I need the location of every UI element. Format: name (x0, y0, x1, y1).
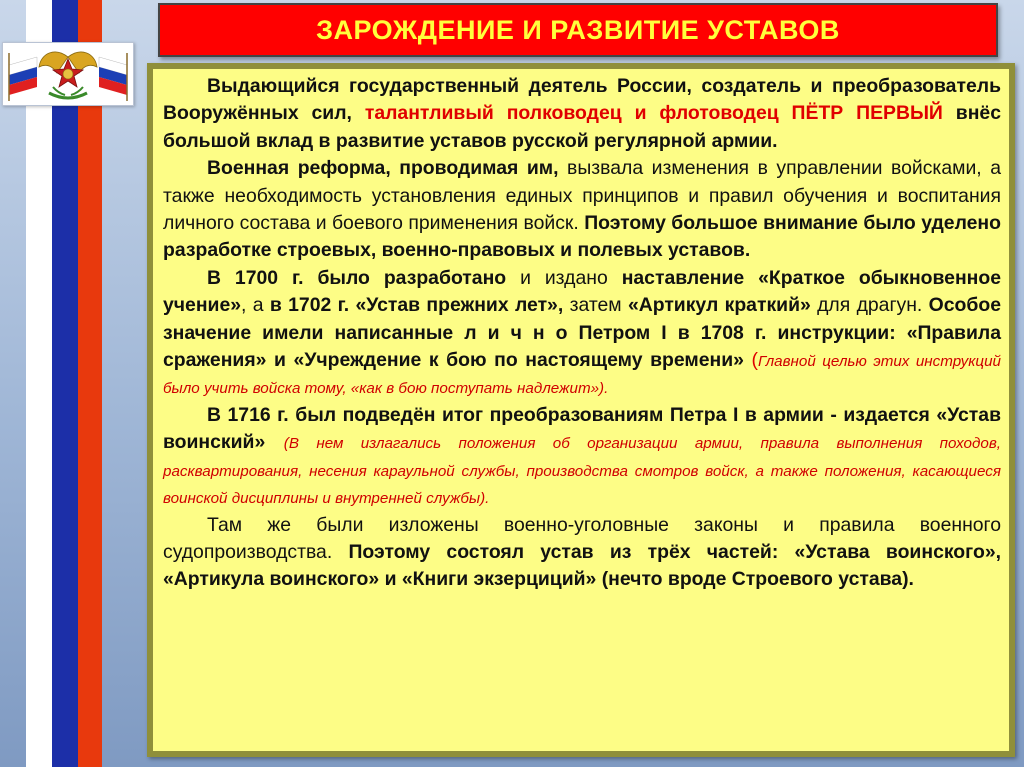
emblem-graphic (3, 43, 133, 105)
paragraph-3-part-j: ( (743, 349, 758, 372)
russian-armed-forces-emblem-icon (2, 42, 134, 106)
paragraph-5 (163, 512, 1001, 594)
paragraph-2-part-b: вызвала изменения в управлении войсками, а также необходимость установления единых принципов и правил обучения и воспитания личного состава и боевого применения войск. (163, 157, 1001, 235)
paragraph-2-part-c: Поэтому большое внимание было уделено разработке строевых, военно-правовых и полевых уставов. (163, 212, 1001, 262)
paragraph-3-part-a: В 1700 г. было разработано (207, 266, 507, 289)
paragraph-4-part-b (265, 431, 284, 453)
paragraph-3-part-d: , а (241, 294, 270, 317)
paragraph-3-part-i: Особое значение имели написанные л и ч н о Петром I в 1708 г. инструкции: «Правила сражения» и «Учреждение к бою по настоящему времени» (163, 294, 1001, 372)
paragraph-3 (163, 265, 1001, 402)
paragraph-2 (163, 155, 1001, 265)
paragraph-3-part-c: наставление «Краткое обыкновенное учение» (163, 266, 1002, 317)
paragraph-3-part-h: для драгун. (810, 294, 929, 317)
content-panel (147, 63, 1015, 757)
flag-stripe-white (26, 0, 52, 767)
paragraph-2-part-a: Военная реформа, проводимая им, (207, 157, 559, 180)
paragraph-5-part-a: Там же были изложены военно-уголовные законы и правила военного судопроизводства. (163, 513, 1001, 563)
paragraph-3-part-e: в 1702 г. «Устав прежних лет», (269, 294, 564, 317)
title-bar (158, 3, 998, 57)
flag-stripe-red (78, 0, 102, 767)
paragraph-4-part-a: В 1716 г. был подведён итог преобразованиям Петра I в армии - издается «Устав воинский» (163, 403, 1001, 454)
paragraph-4-note: (В нем излагались положения об организации армии, правила выполнения походов, расквартирования, несения караульной службы, производства смотров войск, а также положения, касающиеся воинской дисциплины и внутренней службы). (163, 435, 1001, 508)
paragraph-1-highlight: талантливый полководец и флотоводец ПЁТР ПЕРВЫЙ (364, 102, 943, 125)
paragraph-3-part-g: «Артикул краткий» (627, 294, 811, 317)
paragraph-5-part-b: Поэтому состоял устав из трёх частей: «Устава воинского», «Артикула воинского» и «Книги экзерциций» (нечто вроде Строевого устава). (163, 540, 1001, 591)
paragraph-3-part-f: затем (563, 294, 628, 317)
paragraph-4 (163, 402, 1001, 512)
paragraph-1-part-c: внёс большой вклад в развитие уставов русской регулярной армии. (163, 102, 1001, 152)
paragraph-1-part-a: Выдающийся государственный деятель России, создатель и преобразователь Вооружённых сил, (163, 75, 1001, 125)
paragraph-3-note: Главной целью этих инструкций было учить войска тому, «как в бою поступать надлежит»). (163, 353, 1001, 398)
flag-stripe-blue (52, 0, 78, 767)
content-panel-inner (153, 69, 1009, 751)
paragraph-3-part-b: и издано (506, 266, 622, 289)
paragraph-1 (163, 73, 1001, 155)
page-title: ЗАРОЖДЕНИЕ И РАЗВИТИЕ УСТАВОВ (316, 14, 840, 45)
